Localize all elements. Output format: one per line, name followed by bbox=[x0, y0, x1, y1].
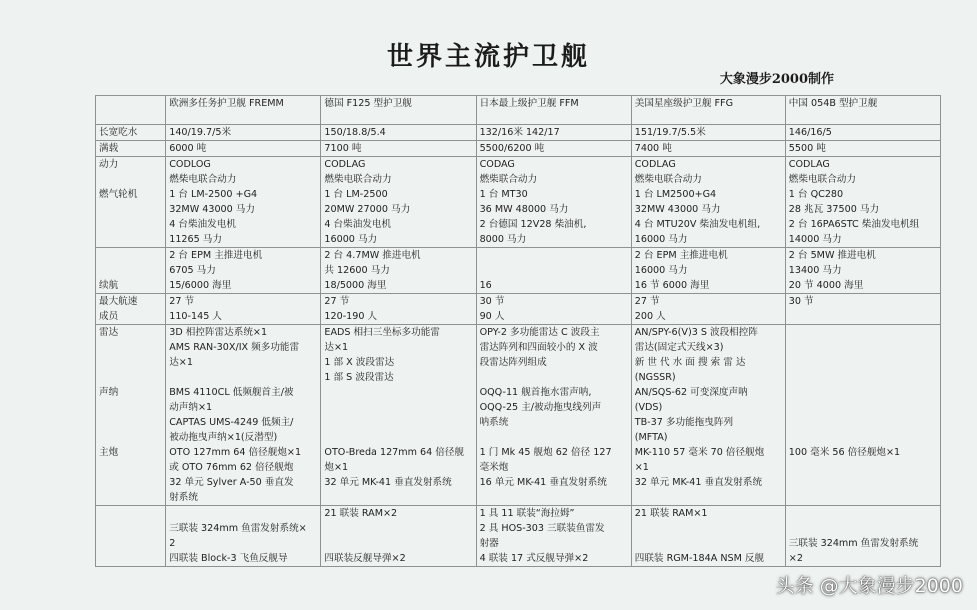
table-cell: 140/19.7/5米 bbox=[166, 125, 321, 141]
frigate-comparison-table bbox=[95, 95, 941, 567]
table-cell: CODLAG 燃柴电联合动力 1 台 LM2500+G4 32MW 43000 马力 4 台 MTU20V 柴油发电机组, 16000 马力 bbox=[631, 157, 785, 248]
header-constellation: 美国星座级护卫舰 FFG bbox=[631, 96, 785, 125]
row-label: 满载 bbox=[96, 141, 166, 157]
table-cell: 5500/6200 吨 bbox=[476, 141, 631, 157]
table-row bbox=[96, 125, 941, 141]
table-cell: 30 节 bbox=[785, 294, 940, 325]
table-cell: 三联装 324mm 鱼雷发射系统× 2 四联装 Block-3 飞鱼反舰导 bbox=[166, 506, 321, 567]
table-header-row bbox=[96, 96, 941, 125]
table-row bbox=[96, 157, 941, 248]
table-cell: 27 节 120-190 人 bbox=[321, 294, 476, 325]
header-cell-empty bbox=[96, 96, 166, 125]
table-cell: 三联装 324mm 鱼雷发射系统 ×2 bbox=[785, 506, 940, 567]
table-cell: 2 台 4.7MW 推进电机 共 12600 马力 18/5000 海里 bbox=[321, 248, 476, 294]
table-cell: 146/16/5 bbox=[785, 125, 940, 141]
table-cell: EADS 相扫三坐标多功能雷 达×1 1 部 X 波段雷达 1 部 S 波段雷达 OTO-Breda 127mm 64 倍径舰 炮×1 32 单元 MK-41 垂直发射系统 bbox=[321, 325, 476, 506]
table-cell: 2 台 EPM 主推进电机 6705 马力 15/6000 海里 bbox=[166, 248, 321, 294]
row-label: 长宽吃水 bbox=[96, 125, 166, 141]
table-cell: 150/18.8/5.4 bbox=[321, 125, 476, 141]
table-cell: AN/SPY-6(V)3 S 波段相控阵 雷达(固定式天线×3) 新 世 代 水 面 搜 索 雷 达 (NGSSR) AN/SQS-62 可变深度声呐 (VDS) TB-37 多功能拖曳阵列 (MFTA) MK-110 57 毫米 70 倍径舰炮 ×1 32 单元 MK-41 垂直发射系统 bbox=[631, 325, 785, 506]
table-cell: 7400 吨 bbox=[631, 141, 785, 157]
header-054b: 中国 054B 型护卫舰 bbox=[785, 96, 940, 125]
header-f125: 德国 F125 型护卫舰 bbox=[321, 96, 476, 125]
table-cell: 2 台 5MW 推进电机 13400 马力 20 节 4000 海里 bbox=[785, 248, 940, 294]
table-cell: 21 联装 RAM×2 四联装反舰导弹×2 bbox=[321, 506, 476, 567]
header-fremm: 欧洲多任务护卫舰 FREMM bbox=[166, 96, 321, 125]
table-cell: 27 节 110-145 人 bbox=[166, 294, 321, 325]
table-cell: 16 bbox=[476, 248, 631, 294]
table-cell: 2 台 EPM 主推进电机 16000 马力 16 节 6000 海里 bbox=[631, 248, 785, 294]
table-cell: OPY-2 多功能雷达 C 波段主 雷达阵列和四面较小的 X 波 段雷达阵列组成 OQQ-11 舰首拖水雷声呐, OQQ-25 主/被动拖曳线列声 呐系统 1 门 Mk 45 舰炮 62 倍径 127 毫米炮 16 单元 MK-41 垂直发射系统 bbox=[476, 325, 631, 506]
table-row bbox=[96, 506, 941, 567]
table-cell: 132/16米 142/17 bbox=[476, 125, 631, 141]
table-row bbox=[96, 141, 941, 157]
table-cell: 27 节 200 人 bbox=[631, 294, 785, 325]
table-cell: 6000 吨 bbox=[166, 141, 321, 157]
row-label: 动力 燃气轮机 bbox=[96, 157, 166, 248]
row-label: 续航 bbox=[96, 248, 166, 294]
row-label: 雷达 声纳 主炮 bbox=[96, 325, 166, 506]
table-cell: CODLOG 燃柴电联合动力 1 台 LM-2500 +G4 32MW 43000 马力 4 台柴油发电机 11265 马力 bbox=[166, 157, 321, 248]
row-label: 最大航速 成员 bbox=[96, 294, 166, 325]
page-title: 世界主流护卫舰 bbox=[386, 42, 590, 72]
table-cell: 100 毫米 56 倍径舰炮×1 bbox=[785, 325, 940, 506]
table-row bbox=[96, 325, 941, 506]
row-label bbox=[96, 506, 166, 567]
table-cell: 7100 吨 bbox=[321, 141, 476, 157]
table-row bbox=[96, 294, 941, 325]
table-row bbox=[96, 248, 941, 294]
table-cell: CODAG 燃柴联合动力 1 台 MT30 36 MW 48000 马力 2 台德国 12V28 柴油机, 8000 马力 bbox=[476, 157, 631, 248]
table-cell: 151/19.7/5.5米 bbox=[631, 125, 785, 141]
author-credit: 大象漫步2000制作 bbox=[719, 72, 834, 87]
table-cell: 1 具 11 联装“海拉姆” 2 具 HOS-303 三联装鱼雷发 射器 4 联装 17 式反舰导弹×2 bbox=[476, 506, 631, 567]
table-cell: CODLAG 燃柴电联合动力 1 台 LM-2500 20MW 27000 马力 4 台柴油发电机 16000 马力 bbox=[321, 157, 476, 248]
table-cell: 30 节 90 人 bbox=[476, 294, 631, 325]
table-cell: CODLAG 燃柴电联合动力 1 台 QC280 28 兆瓦 37500 马力 2 台 16PA6STC 柴油发电机组 14000 马力 bbox=[785, 157, 940, 248]
watermark: 头条 @大象漫步2000 bbox=[775, 575, 963, 597]
table-cell: 21 联装 RAM×1 四联装 RGM-184A NSM 反舰 bbox=[631, 506, 785, 567]
header-mogami: 日本最上级护卫舰 FFM bbox=[476, 96, 631, 125]
table-cell: 3D 相控阵雷达系统×1 AMS RAN-30X/IX 频多功能雷 达×1 BMS 4110CL 低频舰首主/被 动声纳×1 CAPTAS UMS-4249 低频主/ 被动拖曳声纳×1(反潜型) OTO 127mm 64 倍径舰炮×1 或 OTO 76mm 62 倍径舰炮 32 单元 Sylver A-50 垂直发 射系统 bbox=[166, 325, 321, 506]
table-cell: 5500 吨 bbox=[785, 141, 940, 157]
